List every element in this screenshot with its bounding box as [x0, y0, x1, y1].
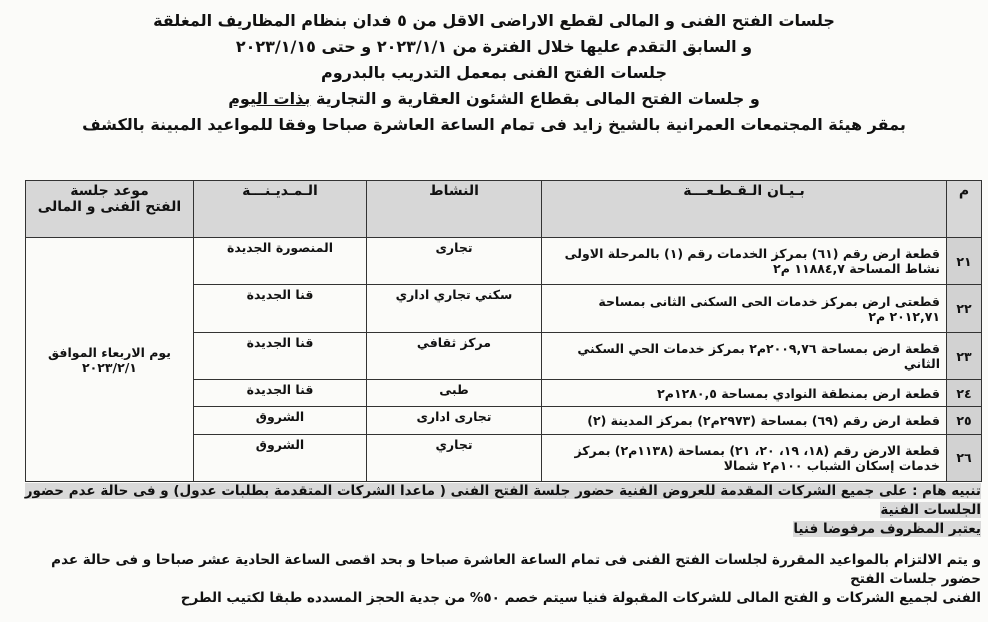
row-city: الشروق: [194, 407, 367, 434]
header-num: م: [947, 181, 982, 238]
note-1-line-2-text: يعتبر المظروف مرفوضا فنيا: [793, 521, 981, 537]
row-description: قطعتى ارض بمركز خدمات الحى السكنى الثانى بمساحة ٢٠١٢,٧١ م٢: [542, 285, 947, 332]
row-description: قطعة الارض رقم (١٨، ١٩، ٢٠، ٢١) بمساحة (١١٣٨م٢) بمركز خدمات إسكان الشباب ١٠٠م٢ شمالا: [542, 434, 947, 481]
header-description: بـيـان الـقـطـعـــة: [542, 181, 947, 238]
session-date-cell: [26, 238, 194, 482]
schedule-table: [25, 180, 982, 482]
session-date-value: ٢٠٢٣/٢/١: [82, 359, 137, 375]
row-activity: تجارى: [367, 238, 542, 285]
table-row: [26, 238, 982, 285]
header-line-1: جلسات الفتح الفنى و المالى لقطع الاراضى الاقل من ٥ فدان بنظام المظاريف المغلقة: [153, 11, 835, 30]
row-num: ٢٥: [947, 407, 982, 434]
header-activity: النشاط: [367, 181, 542, 238]
row-city: قنا الجديدة: [194, 380, 367, 407]
table-header-row: [26, 181, 982, 238]
row-activity: سكني تجاري اداري: [367, 285, 542, 332]
header-line-4-text: و جلسات الفتح المالى بقطاع الشئون العقارية و التجارية: [315, 89, 760, 108]
document-header: [0, 8, 988, 138]
header-session-line-2: الفتح الفنى و المالى: [37, 199, 182, 215]
row-city: قنا الجديدة: [194, 332, 367, 379]
row-description: قطعة ارض بمنطقة النوادي بمساحة ١٢٨٠,٥م٢: [542, 380, 947, 407]
note-1-line-2: [15, 520, 981, 539]
notes-section: [15, 482, 981, 608]
row-activity: تجارى ادارى: [367, 407, 542, 434]
row-description: قطعة ارض رقم (٦١) بمركز الخدمات رقم (١) بالمرحلة الاولى نشاط المساحة ١١٨٨٤,٧ م٢: [542, 238, 947, 285]
row-city: قنا الجديدة: [194, 285, 367, 332]
row-activity: طبى: [367, 380, 542, 407]
header-city: الـمـديـنـــة: [194, 181, 367, 238]
header-line-2: و السابق التقدم عليها خلال الفترة من ٢٠٢٣/١/١ و حتى ٢٠٢٣/١/١٥: [235, 37, 753, 56]
header-line-4: [0, 86, 988, 112]
row-num: ٢٢: [947, 285, 982, 332]
row-activity: تجاري: [367, 434, 542, 481]
note-2-line-1: و يتم الالتزام بالمواعيد المقررة لجلسات الفتح الفنى فى تمام الساعة العاشرة صباحا و بحد اقصى الساعة الحادية عشر صباحا و فى حالة عدم حضور جلسات الفتح: [51, 552, 981, 587]
header-line-3: جلسات الفتح الفنى بمعمل التدريب بالبدروم: [321, 63, 667, 82]
row-city: الشروق: [194, 434, 367, 481]
row-city: المنصورة الجديدة: [194, 238, 367, 285]
row-num: ٢١: [947, 238, 982, 285]
note-2-line-2: الفنى لجميع الشركات و الفتح المالى للشركات المقبولة فنيا سيتم خصم ٥٠% من جدية الحجز المسدده طبقا لكتيب الطرح: [180, 590, 981, 606]
header-line-5: بمقر هيئة المجتمعات العمرانية بالشيخ زايد فى تمام الساعة العاشرة صباحا وفقا للمواعيد المبينة بالكشف: [82, 115, 906, 134]
row-num: ٢٤: [947, 380, 982, 407]
row-num: ٢٦: [947, 434, 982, 481]
row-description: قطعة ارض بمساحة ٢٠٠٩,٧٦م٢ بمركز خدمات الحي السكني الثاني: [542, 332, 947, 379]
notes-spacer: [15, 539, 981, 551]
row-num: ٢٣: [947, 332, 982, 379]
row-activity: مركز ثقافي: [367, 332, 542, 379]
header-line-4-underlined: بذات اليوم: [228, 89, 311, 108]
header-session-line-1: موعد جلسة: [70, 183, 149, 199]
note-1-line-1-text: تنبيه هام : على جميع الشركات المقدمة للعروض الفنية حضور جلسة الفتح الفنى ( ماعدا الشركات المتقدمة بطلبات عدول) و فى حالة عدم حضور الجلسات الفنية: [24, 483, 981, 518]
header-session: [26, 181, 194, 238]
session-date-day: يوم الاربعاء الموافق: [48, 344, 171, 360]
note-1-line-1: [15, 482, 981, 520]
row-description: قطعة ارض رقم (٦٩) بمساحة (٢٩٧٣م٢) بمركز المدينة (٢): [542, 407, 947, 434]
